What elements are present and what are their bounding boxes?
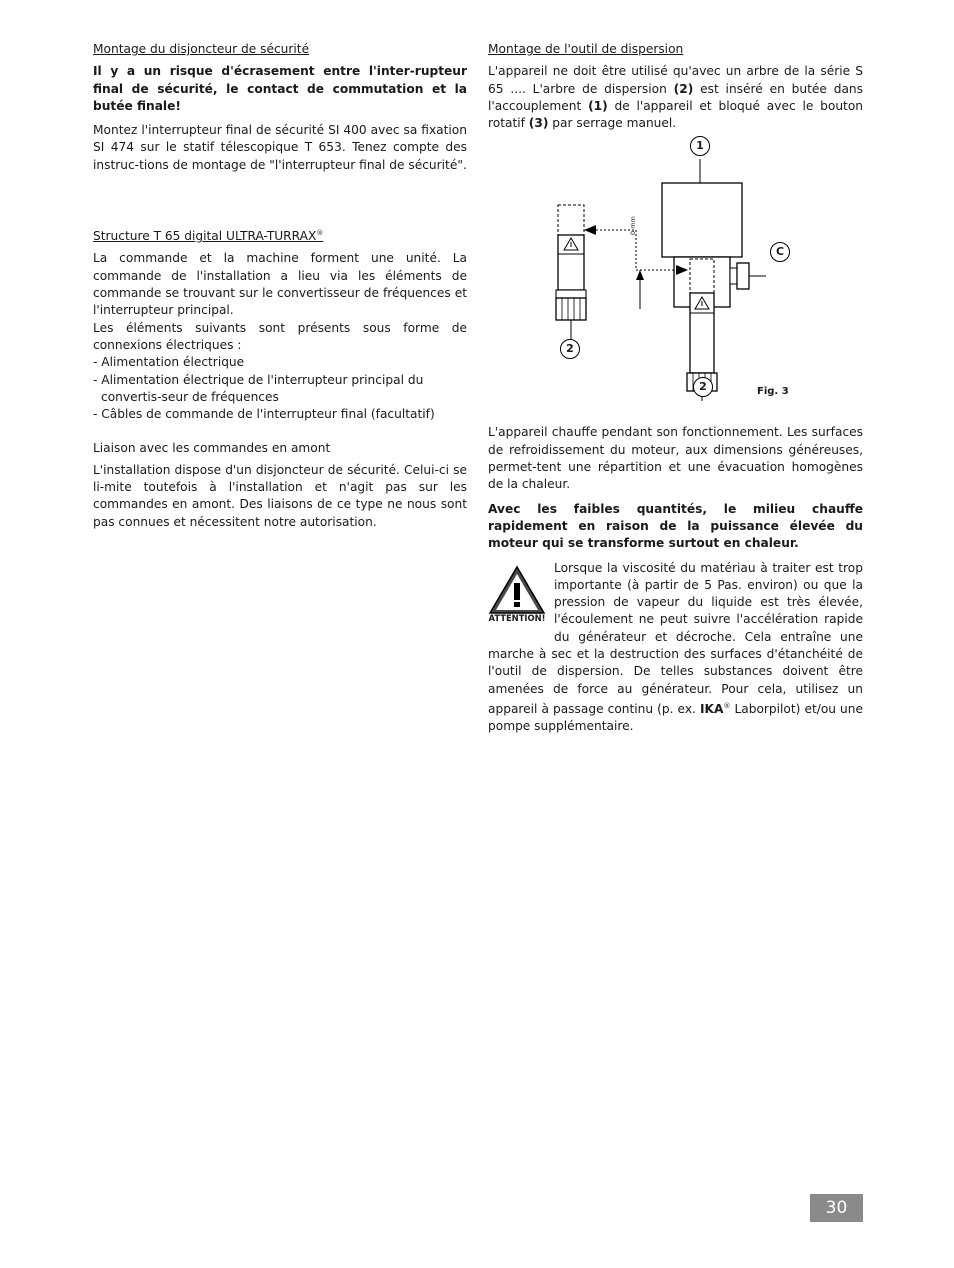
section-title-upstream: Liaison avec les commandes en amont <box>93 441 331 456</box>
structure-paragraph-1: La commande et la machine forment une unité. La commande de l'installation a lieu via les éléments de commande se trouvant sur le convertisseur de fréquences et l'interrupteur principal. <box>93 251 467 318</box>
section-title-dispersion-tool: Montage de l'outil de dispersion <box>488 42 684 56</box>
dispersion-diagram <box>488 139 863 414</box>
left-column <box>93 41 467 538</box>
upstream-body: L'installation dispose d'un disjoncteur de sécurité. Celui-ci se li-mite toutefois à l'installation et n'agit pas sur les commandes en amont. Des liaisons de ce type ne nous sont pas connues et nécessitent notre autorisation. <box>93 462 467 529</box>
dimension-label: 0 mm <box>629 216 637 236</box>
list-item: - Alimentation électrique de l'interrupteur principal du convertis-seur de fréquences <box>93 372 424 404</box>
list-item: - Câbles de commande de l'interrupteur final (facultatif) <box>93 407 435 422</box>
dispersion-intro: L'appareil ne doit être utilisé qu'avec un arbre de la série S 65 .... L'arbre de dispersion (2) est inséré en butée dans l'accouplement (1) de l'appareil et bloqué avec le bouton rotatif (3) par serrage manuel. <box>488 64 863 131</box>
callout-2-mounted-shaft: 2 <box>693 377 713 397</box>
viscosity-warning-text: Lorsque la viscosité du matériau à traiter est trop importante (à partir de 5 Pas. environ) ou que la pression de vapeur du liquide est très élevée, l'écoulement ne peut suivre l'accélération rapide du générateur et décroche. Cela entraîne une marche à sec et la destruction des surfaces d'étanchéité de l'outil de dispersion. De telles substances doivent être amenées de force au générateur. Pour cela, utilisez un appareil à passage continu (p. ex. IKA® Laborpilot) et/ou une pompe supplémentaire. <box>488 560 863 734</box>
crush-warning: Il y a un risque d'écrasement entre l'inter-rupteur final de sécurité, le contact de commutation et la butée finale! <box>93 64 467 113</box>
structure-paragraph-2: Les éléments suivants sont présents sous forme de connexions électriques : <box>93 320 467 352</box>
page-number: 30 <box>810 1194 863 1222</box>
figure-3 <box>488 139 863 414</box>
viscosity-warning-block <box>488 560 863 736</box>
section-title-safety-switch: Montage du disjoncteur de sécurité <box>93 42 310 56</box>
attention-label: ATTENTION! <box>488 612 546 623</box>
right-column <box>488 41 863 743</box>
figure-caption: Fig. 3 <box>757 386 789 398</box>
small-quantity-warning: Avec les faibles quantités, le milieu chauffe rapidement en raison de la puissance élevée du moteur qui se transforme surtout en chaleur. <box>488 501 863 551</box>
callout-1: 1 <box>690 136 710 156</box>
connections-list <box>93 354 467 423</box>
callout-c: C <box>770 242 790 262</box>
section-title-structure: Structure T 65 digital ULTRA-TURRAX® <box>93 229 324 244</box>
list-item: - Alimentation électrique <box>93 355 245 370</box>
safety-switch-body: Montez l'interrupteur final de sécurité SI 400 avec sa fixation SI 474 sur le statif télescopique T 653. Tenez compte des instruc-tions de montage de "l'interrupteur final de sécurité". <box>93 123 467 172</box>
callout-2-loose-shaft: 2 <box>560 339 580 359</box>
heating-paragraph: L'appareil chauffe pendant son fonctionnement. Les surfaces de refroidissement du moteur, aux dimensions généreuses, permet-tent une répartition et une évacuation homogènes de la chaleur. <box>488 425 863 492</box>
